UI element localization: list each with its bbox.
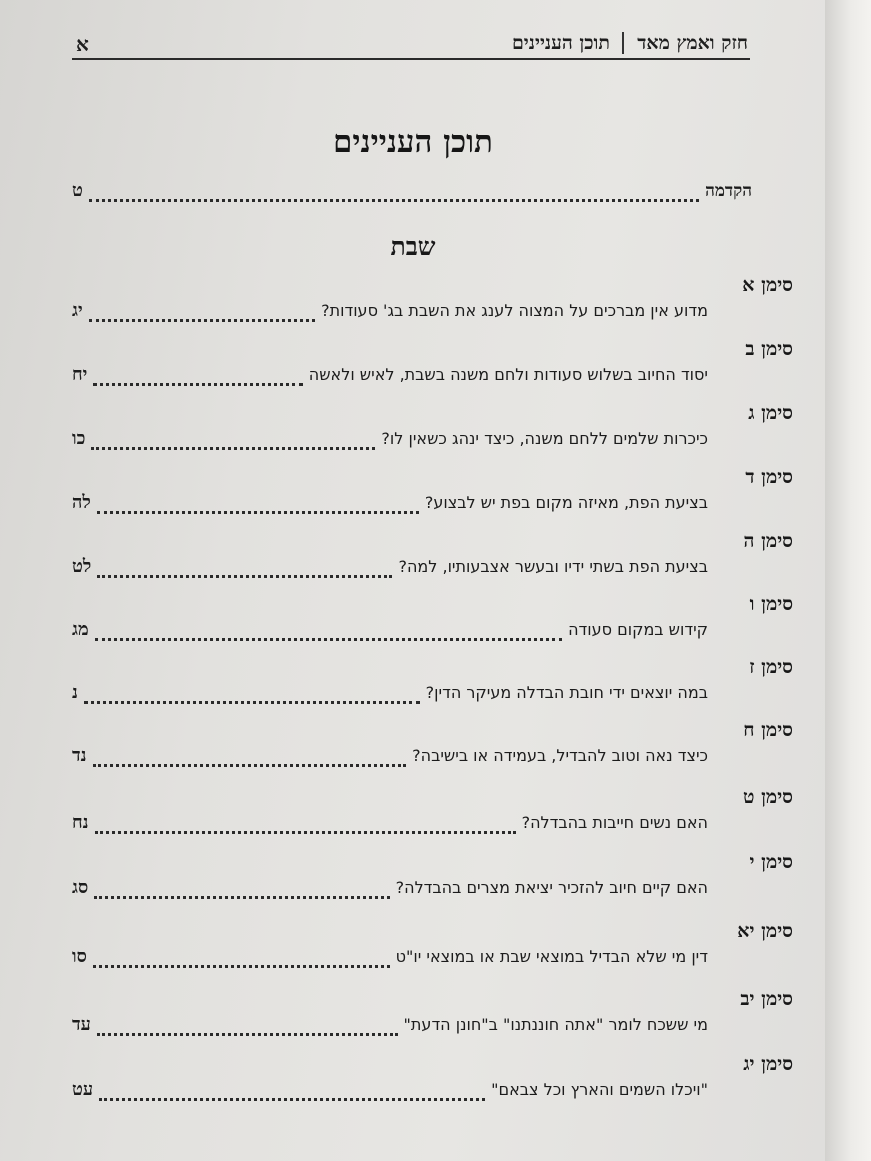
toc-entry[interactable] — [72, 619, 752, 647]
dot-leader — [95, 831, 516, 834]
toc-page-number: ט — [72, 180, 83, 201]
toc-entry[interactable] — [72, 946, 752, 974]
toc-entry-text: מי ששכח לומר "אתה חוננתנו" ב"חונן הדעת" — [403, 1015, 708, 1034]
page-title: תוכן העניינים — [333, 124, 493, 160]
dot-leader — [95, 638, 562, 641]
siman-heading: סימן ז — [749, 656, 793, 678]
dot-leader — [93, 383, 302, 386]
siman-heading: סימן ט — [743, 786, 793, 808]
dot-leader — [97, 575, 392, 578]
siman-heading: סימן י — [749, 851, 793, 873]
toc-page-number: נד — [72, 745, 87, 766]
toc-entry[interactable] — [72, 428, 752, 456]
siman-heading: סימן ה — [743, 530, 793, 552]
toc-page-number: עד — [72, 1014, 91, 1035]
dot-leader — [89, 319, 315, 322]
toc-entry-text: יסוד החיוב בשלוש סעודות ולחם משנה בשבת, לאיש ולאשה — [308, 365, 708, 384]
toc-page-number: נח — [72, 812, 89, 833]
siman-heading: סימן ח — [743, 719, 793, 741]
toc-entry[interactable] — [72, 300, 752, 328]
running-header — [72, 28, 750, 60]
dot-leader — [93, 764, 407, 767]
toc-entry-text: קידוש במקום סעודה — [568, 620, 708, 639]
header-section-title: תוכן העניינים — [511, 32, 610, 54]
part-title: שבת — [390, 232, 436, 261]
dot-leader — [97, 1033, 398, 1036]
dot-leader — [99, 1098, 485, 1101]
toc-entry-text: האם קיים חיוב להזכיר יציאת מצרים בהבדלה? — [395, 878, 708, 897]
page-edge — [825, 0, 871, 1161]
toc-page-number: נ — [72, 682, 78, 703]
toc-entry[interactable] — [72, 364, 752, 392]
toc-entry[interactable] — [72, 877, 752, 905]
dot-leader — [89, 199, 699, 202]
toc-entry[interactable] — [72, 682, 752, 710]
dot-leader — [91, 447, 375, 450]
toc-page-number: לט — [72, 556, 92, 577]
dot-leader — [93, 965, 390, 968]
toc-entry-text: בציעת הפת, מאיזה מקום בפת יש לבצוע? — [424, 493, 708, 512]
siman-heading: סימן ד — [745, 466, 793, 488]
siman-heading: סימן יב — [740, 988, 793, 1010]
toc-page-number: מג — [72, 619, 89, 640]
toc-entry[interactable] — [72, 745, 752, 773]
header-book-title: חזק ואמץ מאד — [637, 32, 748, 54]
toc-page-number: יח — [72, 364, 88, 385]
toc-entry-text: האם נשים חייבות בהבדלה? — [521, 813, 708, 832]
siman-heading: סימן יא — [737, 920, 793, 942]
toc-entry[interactable] — [72, 1014, 752, 1042]
toc-entry-intro[interactable] — [72, 180, 752, 208]
siman-heading: סימן ג — [748, 402, 793, 424]
siman-heading: סימן א — [742, 274, 793, 296]
toc-entry-text: בציעת הפת בשתי ידיו ובעשר אצבעותיו, למה? — [398, 557, 708, 576]
toc-page-number: סג — [72, 877, 89, 898]
toc-entry-label: הקדמה — [705, 181, 752, 201]
toc-entry[interactable] — [72, 492, 752, 520]
toc-entry[interactable] — [72, 1079, 752, 1107]
toc-entry-text: כיכרות שלמים ללחם משנה, כיצד ינהג כשאין לו? — [381, 429, 708, 448]
toc-page-number: יג — [72, 300, 83, 321]
toc-entry[interactable] — [72, 556, 752, 584]
siman-heading: סימן יג — [743, 1053, 793, 1075]
toc-page-number: לה — [72, 492, 91, 513]
siman-heading: סימן ב — [745, 338, 793, 360]
toc-page-number: עט — [72, 1079, 94, 1100]
toc-entry-text: כיצד נאה וטוב להבדיל, בעמידה או בישיבה? — [412, 746, 708, 765]
toc-entry-text: דין מי שלא הבדיל במוצאי שבת או במוצאי יו"ט — [395, 947, 708, 966]
toc-entry[interactable] — [72, 812, 752, 840]
toc-entry-text: במה יוצאים ידי חובת הבדלה מעיקר הדין? — [425, 683, 708, 702]
toc-entry-text: מדוע אין מברכים על המצוה לענג את השבת בג' סעודות? — [321, 301, 708, 320]
dot-leader — [97, 511, 419, 514]
header-page-number: א — [76, 32, 89, 56]
siman-heading: סימן ו — [749, 593, 793, 615]
header-separator — [622, 32, 624, 54]
toc-page-number: כו — [72, 428, 86, 449]
dot-leader — [94, 896, 389, 899]
toc-entry-text: "ויכלו השמים והארץ וכל צבאם" — [491, 1080, 708, 1099]
toc-page-number: סו — [72, 946, 87, 967]
dot-leader — [84, 701, 420, 704]
